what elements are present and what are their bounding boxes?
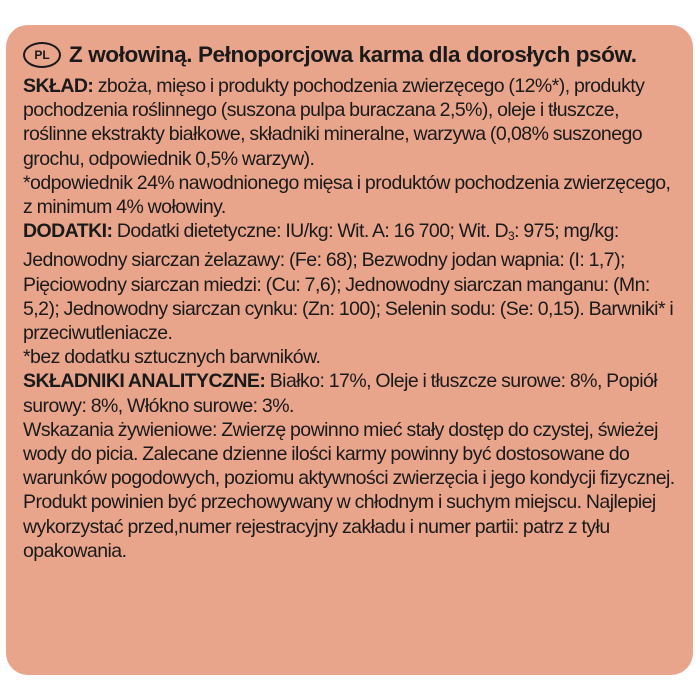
additives-footnote: *bez dodatku sztucznych barwników. <box>23 346 321 369</box>
feeding-instructions: Wskazania żywieniowe: Zwierzę powinno mieć stały dostęp do czystej, świeżej wody do picia. Zalecane dzienne ilości karmy powinny być dostosowane do warunków pogodowych, poziomu aktywności zwierzęcia i jego kondycji fizycznej. Produkt powinien być przechowywany w chłodnym i suchym miejscu. Najlepiej wykorzystać przed,numer rejestracyjny zakładu i numer partii: patrz z tyłu opakowania. <box>23 418 675 562</box>
language-badge: PL <box>23 42 61 68</box>
additives-heading: DODATKI: <box>23 220 113 243</box>
composition-paragraph <box>23 74 679 171</box>
composition-text: zboża, mięso i produkty pochodzenia zwierzęcego (12%*), produkty pochodzenia roślinnego (suszona pulpa buraczana 2,5%), oleje i tłuszcze, roślinne ekstrakty białkowe, składniki mineralne, warzywa (0,08% suszonego grochu, odpowiednik 0,5% warzyw). <box>23 75 645 170</box>
product-title: Z wołowiną. Pełnoporcjowa karma dla dorosłych psów. <box>69 42 637 67</box>
label-text <box>23 74 679 563</box>
composition-footnote: *odpowiednik 24% nawodnionego mięsa i produktów pochodzenia zwierzęcego, z minimum 4% wołowiny. <box>23 171 671 219</box>
analytical-text: Białko: 17%, Oleje i tłuszcze surowe: 8%, Popiół surowy: 8%, Włókno surowe: 3%. <box>23 370 658 417</box>
analytical-heading: SKŁADNIKI ANALITYCZNE: <box>23 370 266 393</box>
product-label-panel <box>6 25 693 675</box>
additives-text-part1: Dodatki dietetyczne: IU/kg: Wit. A: 16 700; Wit. D <box>112 220 509 243</box>
vitamin-d-subscript: 3 <box>508 229 515 244</box>
composition-heading: SKŁAD: <box>23 75 94 97</box>
additives-text-part2: : 975; mg/kg: Jednowodny siarczan żelazawy: (Fe: 68); Bezwodny jodan wapnia: (I: 1,7); Pięciowodny siarczan miedzi: (Cu: 7,6); Jednowodny siarczan manganu: (Mn: 5,2); Jednowodny siarczan cynku: (Zn: 100); Selenin sodu: (Se: 0,15). Barwniki* i przeciwutleniacze. <box>23 220 674 345</box>
label-header <box>23 37 679 73</box>
analytical-paragraph <box>23 369 679 417</box>
additives-paragraph <box>23 219 679 345</box>
